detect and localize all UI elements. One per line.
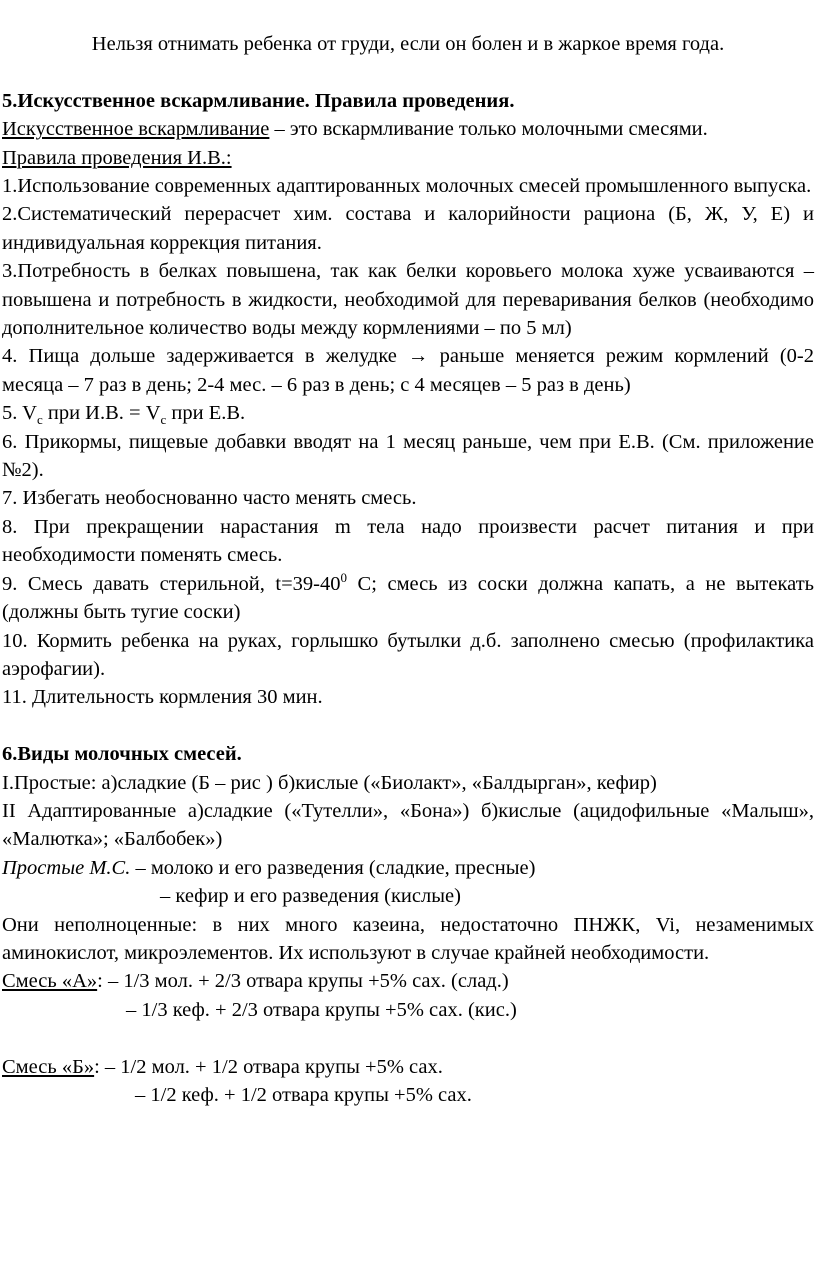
rule-5-part: при И.В. = V [42,402,161,425]
mix-b-line-1 [2,1053,814,1081]
rule-5-part: при Е.В. [166,402,246,425]
rule-4: 4. Пища дольше задерживается в желудке → раньше меняется режим кормлений (0-2 месяца – 7 раз в день; 2-4 мес. – 6 раз в день; с 4 месяцев – 5 раз в день) [2,345,814,396]
mix-b-label: Смесь «Б» [2,1055,95,1078]
mix-a-label: Смесь «А» [2,970,98,993]
rules-title [2,144,814,172]
mix-a-text: : – 1/3 мол. + 2/3 отвара крупы +5% сах. (слад.) [97,970,509,993]
simple-ms-label: Простые М.С. [2,856,131,879]
rule-5-part: 5. V [2,402,37,425]
mix-b-line-2: – 1/2 кеф. + 1/2 отвара крупы +5% сах. [135,1083,472,1106]
rule-9-superscript: 0 [340,569,347,585]
spacer [2,58,814,86]
rule-5 [2,399,814,427]
definition-paragraph [2,115,814,143]
section5-heading: 5.Искусственное вскармливание. Правила проведения. [2,89,515,112]
rule-7: 7. Избегать необоснованно часто менять смесь. [2,487,417,510]
spacer [2,1024,814,1052]
adapted-mixes: II Адаптированные а)сладкие («Тутелли», «Бона») б)кислые (ацидофильные «Малыш», «Малютка»; «Балбобек») [2,799,814,851]
rule-11: 11. Длительность кормления 30 мин. [2,686,323,709]
rule-9 [2,570,814,627]
simple-ms-line-2: – кефир и его разведения (кислые) [160,885,461,908]
simple-ms-text: – молоко и его разведения (сладкие, пресные) [130,856,536,879]
rule-5-subscript: c [160,412,167,428]
mix-a-line-1 [2,967,814,995]
simple-mixes: I.Простые: а)сладкие (Б – рис ) б)кислые («Биолакт», «Балдырган», кефир) [2,771,657,794]
rules-title-text: Правила проведения И.В.: [2,146,232,169]
mix-b-text: : – 1/2 мол. + 1/2 отвара крупы +5% сах. [94,1055,443,1078]
definition-text: – это вскармливание только молочными смесями. [269,118,708,141]
rule-10: 10. Кормить ребенка на руках, горлышко бутылки д.б. заполнено смесью (профилактика аэрофагии). [2,629,814,680]
rule-6: 6. Прикормы, пищевые добавки вводят на 1 месяц раньше, чем при Е.В. (См. приложение №2). [2,430,814,482]
mix-a-line-2: – 1/3 кеф. + 2/3 отвара крупы +5% сах. (кис.) [126,998,517,1021]
rule-9-part: С; смесь из соски должна капать, а не вытекать (должны быть тугие соски) [2,572,815,624]
rule-2: 2.Систематический перерасчет хим. состава и калорийности рациона (Б, Ж, У, Е) и индивидуальная коррекция питания. [2,203,814,254]
spacer [2,712,814,740]
rule-1: 1.Использование современных адаптированных молочных смесей промышленного выпуска. [2,175,812,198]
rule-8: 8. При прекращении нарастания m тела надо произвести расчет питания и при необходимости поменять смесь. [2,515,814,567]
rule-3: 3.Потребность в белках повышена, так как белки коровьего молока хуже усваиваются – повышена и потребность в жидкости, необходимой для переваривания белков (необходимо дополнительное количество воды между кормлениями – по 5 мл) [2,260,814,340]
rule-9-part: 9. Смесь давать стерильной, t=39-40 [2,572,341,595]
definition-term: Искусственное вскармливание [2,118,270,141]
intro-paragraph: Нельзя отнимать ребенка от груди, если он болен и в жаркое время года. [91,33,725,55]
incomplete-paragraph: Они неполноценные: в них много казеина, недостаточно ПНЖК, Vi, незаменимых аминокислот, микроэлементов. Их используют в случае крайней необходимости. [2,913,814,964]
simple-ms-line-1 [2,854,814,882]
section6-heading: 6.Виды молочных смесей. [2,743,242,766]
rule-5-subscript: c [36,412,43,428]
